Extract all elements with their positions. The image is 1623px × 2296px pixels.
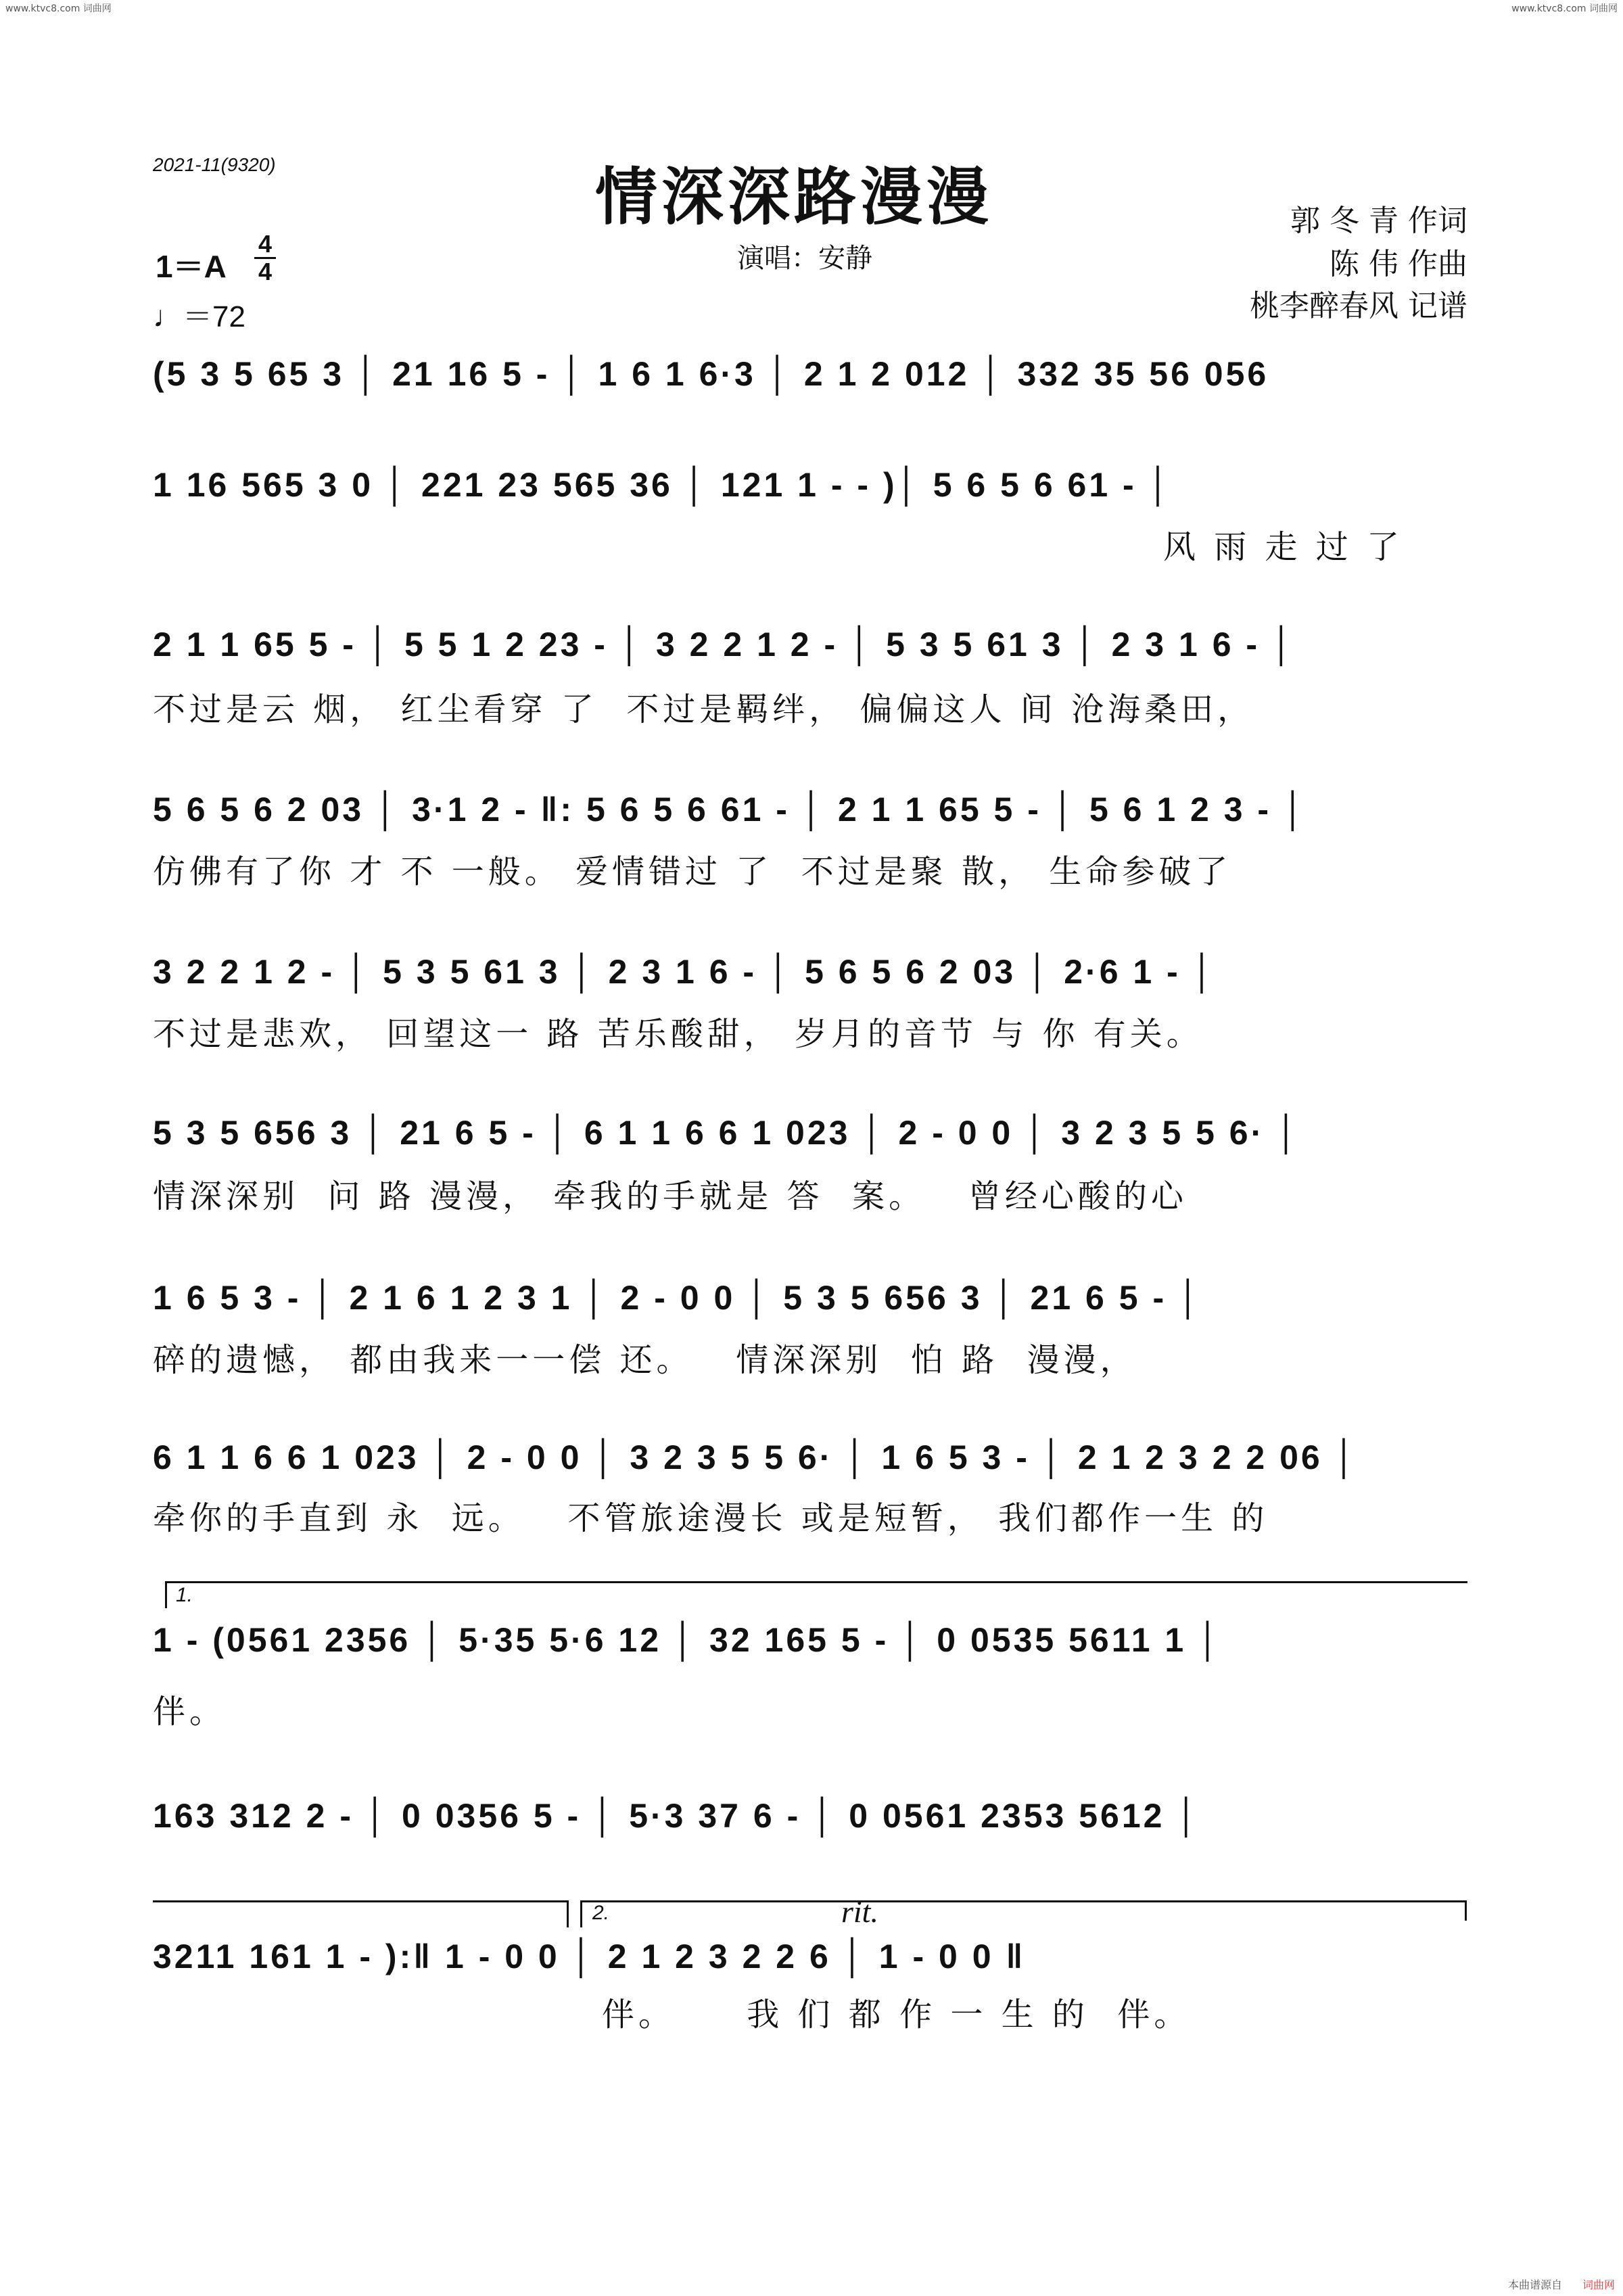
date-code: 2021-11(9320) [153, 154, 276, 175]
tempo: ♩＝72 [153, 300, 245, 333]
watermark-bottom-right: 词曲网 [1582, 2278, 1615, 2291]
lyricist: 郭 冬 青 作词 [1290, 204, 1467, 238]
key-signature: 1＝A [156, 249, 227, 284]
lyric-line-6: 情深深别 问 路 漫漫， 牵我的手就是 答 案。 曾经心酸的心 [153, 1177, 1187, 1215]
volta-2-bracket [580, 1900, 1466, 1902]
score-line-9: 1 - (0561 2356 │ 5·35 5·6 12 │ 32 165 5 - │ 0 0535 5611 1 │ [153, 1621, 1223, 1659]
composer: 陈 伟 作曲 [1330, 247, 1467, 281]
volta-2-end-hook [1465, 1900, 1467, 1921]
lyric-line-7: 碎的遗憾， 都由我来一一偿 还。 情深深别 怕 路 漫漫， [153, 1341, 1137, 1379]
time-signature [252, 230, 279, 285]
watermark-top-left: www.ktvc8.com 词曲网 [5, 3, 112, 14]
lyric-line-11: 伴。 我 们 都 作 一 生 的 伴。 [602, 1996, 1191, 2034]
volta-1-bracket [165, 1581, 1467, 1583]
lyric-line-9: 伴。 [153, 1693, 227, 1731]
volta-1-label: 1. [176, 1584, 193, 1606]
transcriber: 桃李醉春风 记谱 [1250, 289, 1467, 323]
volta-2-hook [580, 1900, 582, 1927]
lyric-line-3: 不过是云 烟， 红尘看穿 了 不过是羁绊， 偏偏这人 间 沧海桑田， [153, 690, 1254, 728]
lyric-line-8: 牵你的手直到 永 远。 不管旅途漫长 或是短暂， 我们都作一生 的 [153, 1499, 1269, 1537]
score-line-1: (5 3 5 65 3 │ 21 16 5 - │ 1 6 1 6·3 │ 2 1 2 012 │ 332 35 56 056 [153, 355, 1269, 393]
score-line-10: 163 312 2 - │ 0 0356 5 - │ 5·3 37 6 - │ 0 0561 2353 5612 │ [153, 1797, 1201, 1835]
page-title: 情深深路漫漫 [595, 160, 993, 233]
score-line-5: 3 2 2 1 2 - │ 5 3 5 61 3 │ 2 3 1 6 - │ 5 6 5 6 2 03 │ 2·6 1 - │ [153, 953, 1217, 991]
volta-1-hook [165, 1581, 167, 1608]
ritardando: rit. [841, 1894, 878, 1929]
score-line-4: 5 6 5 6 2 03 │ 3·1 2 - ‖: 5 6 5 6 61 - │ 2 1 1 65 5 - │ 5 6 1 2 3 - │ [153, 791, 1308, 828]
watermark-bottom-left: 本曲谱源自 [1507, 2278, 1562, 2291]
time-top: 4 [258, 230, 273, 258]
lyric-line-4: 仿佛有了你 才 不 一般。 爱情错过 了 不过是聚 散， 生命参破了 [153, 853, 1232, 891]
score-line-8: 6 1 1 6 6 1 023 │ 2 - 0 0 │ 3 2 3 5 5 6· │ 1 6 5 3 - │ 2 1 2 3 2 2 06 │ [153, 1438, 1359, 1476]
volta-2-label: 2. [592, 1902, 610, 1924]
score-line-2: 1 16 565 3 0 │ 221 23 565 36 │ 121 1 - - )│ 5 6 5 6 61 - │ [153, 466, 1173, 504]
volta-1-bracket-end [153, 1900, 568, 1902]
singer: 演唱：安静 [737, 243, 872, 274]
lyric-line-2: 风 雨 走 过 了 [1163, 528, 1404, 566]
volta-1-end-hook [567, 1900, 569, 1927]
score-line-7: 1 6 5 3 - │ 2 1 6 1 2 3 1 │ 2 - 0 0 │ 5 3 5 656 3 │ 21 6 5 - │ [153, 1279, 1203, 1317]
watermark-top-right: www.ktvc8.com 词曲网 [1511, 3, 1618, 14]
score-line-11: 3211 161 1 - ):‖ 1 - 0 0 │ 2 1 2 3 2 2 6 │ 1 - 0 0 ‖ [153, 1938, 1026, 1975]
time-bottom: 4 [258, 258, 273, 285]
score-line-6: 5 3 5 656 3 │ 21 6 5 - │ 6 1 1 6 6 1 023 │ 2 - 0 0 │ 3 2 3 5 5 6· │ [153, 1114, 1301, 1152]
lyric-line-5: 不过是悲欢， 回望这一 路 苦乐酸甜， 岁月的音节 与 你 有关。 [153, 1015, 1203, 1053]
score-line-3: 2 1 1 65 5 - │ 5 5 1 2 23 - │ 3 2 2 1 2 - │ 5 3 5 61 3 │ 2 3 1 6 - │ [153, 626, 1296, 663]
